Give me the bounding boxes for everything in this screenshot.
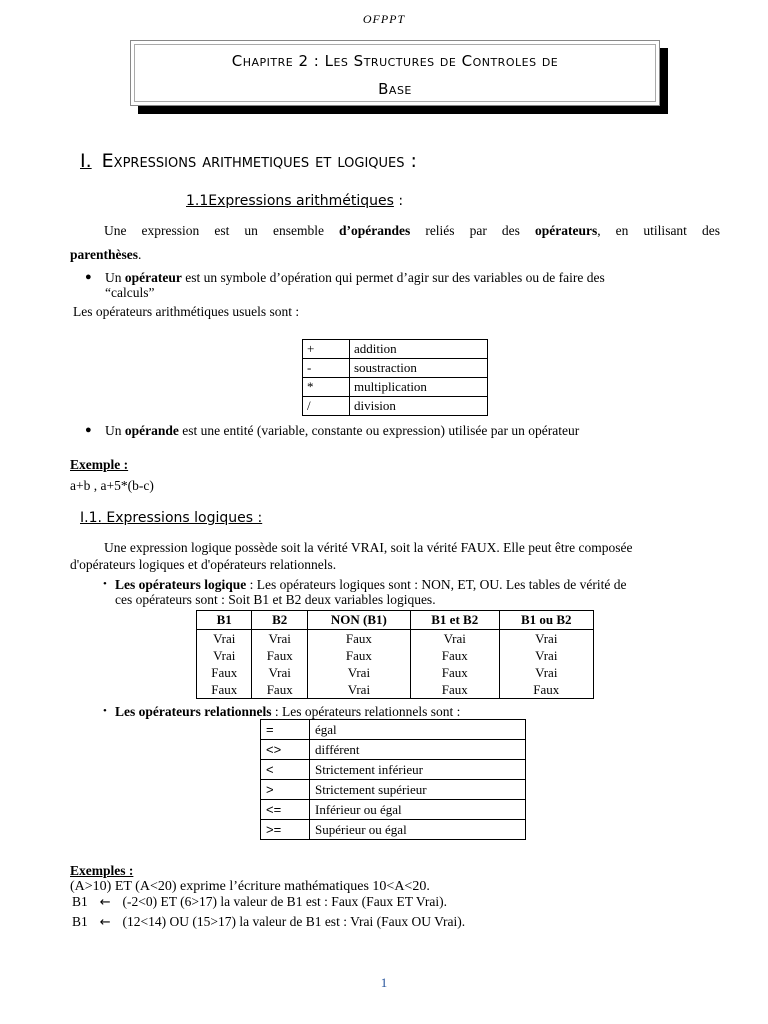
truth-table <box>196 610 594 699</box>
section-1-1-heading <box>80 510 262 526</box>
rel-operator-cell: <> <box>261 740 310 760</box>
rel-row <box>261 740 526 760</box>
rel-operator-cell: < <box>261 760 310 780</box>
rel-row <box>261 720 526 740</box>
chapter-title-line2: Base <box>378 80 412 98</box>
arith-operator-cell: * <box>303 378 350 397</box>
example-line-1: (A>10) ET (A<20) exprime l’écriture mathématiques 10<A<20. <box>70 879 430 894</box>
truth-header-cell: B1 <box>197 611 252 630</box>
rel-row <box>261 760 526 780</box>
relational-operators-table <box>260 719 526 840</box>
bullet-dot-icon: ● <box>85 424 92 436</box>
truth-cell: Vrai <box>252 630 307 648</box>
arith-row <box>303 359 488 378</box>
arith-name-cell: soustraction <box>350 359 488 378</box>
chapter-title-line1: Chapitre 2 : Les Structures de Controles de <box>231 52 559 70</box>
truth-cell: Vrai <box>499 630 593 648</box>
rel-operator-cell: <= <box>261 800 310 820</box>
bullet-operateurs-logiques: • Les opérateurs logique : Les opérateurs logiques sont : NON, ET, OU. Les tables de vérité de ces opérateurs sont : Soit B1 et B2 deux variables logiques. <box>103 577 627 607</box>
truth-cell: Vrai <box>307 664 410 681</box>
arith-operator-cell: + <box>303 340 350 359</box>
left-arrow-icon: ← <box>99 915 111 930</box>
arith-name-cell: division <box>350 397 488 416</box>
rel-name-cell: Strictement supérieur <box>310 780 526 800</box>
paragraph-logique: Une expression logique possède soit la vérité VRAI, soit la vérité FAUX. Elle peut être composée d'opérateurs logiques et d'opérateurs relationnels. <box>70 540 633 572</box>
subsection-1-1-title: 1.1Expressions arithmétiques <box>186 193 394 209</box>
arith-operator-cell: / <box>303 397 350 416</box>
truth-cell: Faux <box>410 664 499 681</box>
example-line-3: B1 ← (12<14) OU (15>17) la valeur de B1 est : Vrai (Faux OU Vrai). <box>72 914 466 930</box>
truth-row <box>197 664 594 681</box>
truth-cell: Faux <box>252 647 307 664</box>
truth-header-cell: NON (B1) <box>307 611 410 630</box>
chapter-title-box <box>130 40 660 106</box>
truth-row <box>197 630 594 648</box>
bullet-dot-icon: ● <box>85 271 92 283</box>
rel-name-cell: Strictement inférieur <box>310 760 526 780</box>
truth-cell: Faux <box>410 647 499 664</box>
section-1-1-number: I.1. <box>80 510 102 526</box>
arith-row <box>303 397 488 416</box>
section-1-1-title: Expressions logiques : <box>101 510 263 526</box>
rel-row <box>261 820 526 840</box>
truth-cell: Vrai <box>252 664 307 681</box>
bullet-operande: ● Un opérande est une entité (variable, constante ou expression) utilisée par un opérateur <box>85 423 580 438</box>
examples-label: Exemples : <box>70 863 134 878</box>
rel-name-cell: égal <box>310 720 526 740</box>
arith-row <box>303 340 488 359</box>
arith-name-cell: addition <box>350 340 488 359</box>
truth-cell: Faux <box>307 630 410 648</box>
paragraph-expression: Une expression est un ensemble d’opérandes reliés par des opérateurs, en utilisant des parenthèses. <box>70 223 720 262</box>
rel-name-cell: différent <box>310 740 526 760</box>
section-1-title: Expressions arithmetiques et logiques : <box>101 150 417 172</box>
truth-row <box>197 681 594 699</box>
subsection-1-1-colon: : <box>393 193 404 209</box>
arith-row <box>303 378 488 397</box>
truth-row <box>197 647 594 664</box>
bullet-dot-icon: • <box>103 705 107 717</box>
arith-name-cell: multiplication <box>350 378 488 397</box>
truth-cell: Vrai <box>499 647 593 664</box>
page-number: 1 <box>380 975 388 990</box>
arith-intro: Les opérateurs arithmétiques usuels sont : <box>73 304 300 319</box>
rel-operator-cell: >= <box>261 820 310 840</box>
example-text: a+b , a+5*(b-c) <box>70 478 154 493</box>
truth-cell: Vrai <box>499 664 593 681</box>
section-1-number: I. <box>80 150 92 172</box>
truth-cell: Faux <box>252 681 307 699</box>
rel-row <box>261 780 526 800</box>
arith-operator-cell: - <box>303 359 350 378</box>
truth-cell: Vrai <box>197 647 252 664</box>
bullet-dot-icon: • <box>103 578 107 590</box>
truth-cell: Faux <box>197 681 252 699</box>
chapter-title <box>134 44 656 102</box>
truth-header-cell: B2 <box>252 611 307 630</box>
truth-cell: Faux <box>499 681 593 699</box>
page-header: OFPPT <box>362 12 406 26</box>
rel-operator-cell: > <box>261 780 310 800</box>
truth-cell: Faux <box>307 647 410 664</box>
subsection-1-1-heading <box>186 193 403 209</box>
bullet-operateurs-relationnels: • Les opérateurs relationnels : Les opérateurs relationnels sont : <box>103 704 461 719</box>
rel-name-cell: Supérieur ou égal <box>310 820 526 840</box>
left-arrow-icon: ← <box>99 895 111 910</box>
example-line-2: B1 ← (-2<0) ET (6>17) la valeur de B1 est : Faux (Faux ET Vrai). <box>72 894 447 910</box>
arith-operators-table <box>302 339 488 416</box>
truth-cell: Faux <box>410 681 499 699</box>
truth-cell: Vrai <box>307 681 410 699</box>
truth-cell: Vrai <box>410 630 499 648</box>
section-1-heading <box>80 150 417 172</box>
example-label: Exemple : <box>70 457 129 472</box>
truth-cell: Faux <box>197 664 252 681</box>
rel-operator-cell: = <box>261 720 310 740</box>
bullet-operateur: ● Un opérateur est un symbole d’opération qui permet d’agir sur des variables ou de faire des “calculs” <box>85 270 605 300</box>
truth-header-cell: B1 ou B2 <box>499 611 593 630</box>
rel-row <box>261 800 526 820</box>
truth-cell: Vrai <box>197 630 252 648</box>
rel-name-cell: Inférieur ou égal <box>310 800 526 820</box>
truth-header-cell: B1 et B2 <box>410 611 499 630</box>
